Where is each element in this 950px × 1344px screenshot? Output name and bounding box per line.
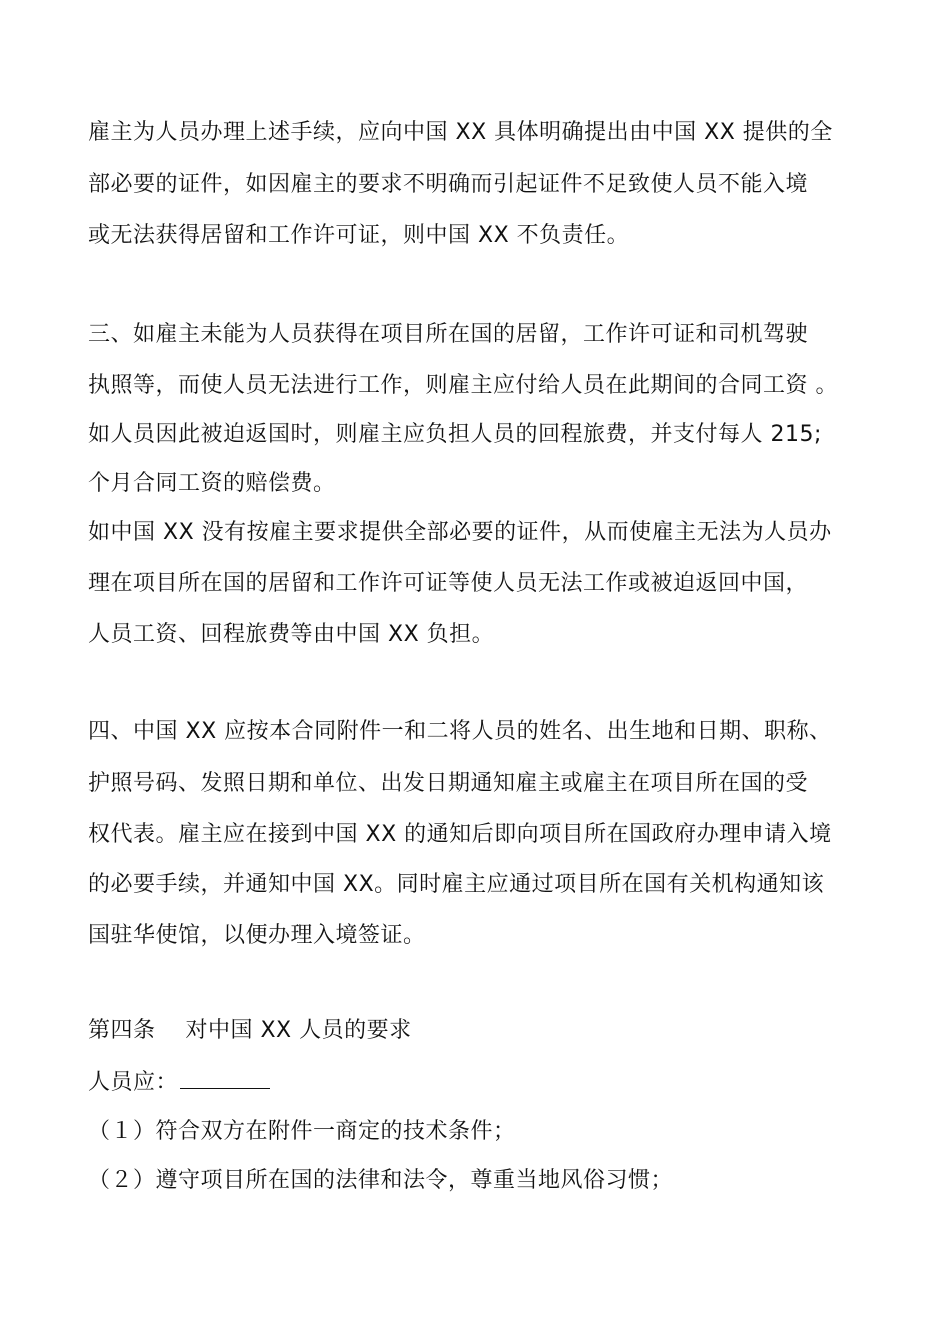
article-4-intro-row [88,1066,270,1098]
paragraph-4-line-2: 护照号码、发照日期和单位、出发日期通知雇主或雇主在项目所在国的受 [88,771,809,796]
paragraph-3-line-4: 个月合同工资的赔偿费。 [88,471,336,496]
paragraph-3-line-3: 如人员因此被迫返国时，则雇主应负担人员的回程旅费，并支付每人 215; [88,422,822,447]
article-4-item-1: （１）符合双方在附件一商定的技术条件； [88,1119,516,1144]
article-4-intro: 人员应： [88,1070,179,1095]
paragraph-3-line-2: 执照等，而使人员无法进行工作，则雇主应付给人员在此期间的合同工资 。 [88,373,838,398]
article-4-heading: 第四条 对中国 XX 人员的要求 [88,1018,412,1043]
paragraph-4-line-5: 国驻华使馆，以便办理入境签证。 [88,923,426,948]
paragraph-4-line-3: 权代表。雇主应在接到中国 XX 的通知后即向项目所在国政府办理申请入境 [88,822,832,847]
paragraph-3-line-5: 如中国 XX 没有按雇主要求提供全部必要的证件，从而使雇主无法为人员办 [88,520,832,545]
paragraph-3-line-6: 理在项目所在国的居留和工作许可证等使人员无法工作或被迫返回中国， [88,571,809,596]
fill-in-blank [180,1066,270,1089]
paragraph-4-line-4: 的必要手续，并通知中国 XX。同时雇主应通过项目所在国有关机构通知该 [88,872,825,897]
paragraph-3-line-1: 三、如雇主未能为人员获得在项目所在国的居留，工作许可证和司机驾驶 [88,322,809,347]
article-4-item-2: （２）遵守项目所在国的法律和法令，尊重当地风俗习惯； [88,1168,674,1193]
paragraph-1-line-3: 或无法获得居留和工作许可证，则中国 XX 不负责任。 [88,223,630,248]
paragraph-1-line-2: 部必要的证件，如因雇主的要求不明确而引起证件不足致使人员不能入境 [88,172,809,197]
paragraph-1-line-1: 雇主为人员办理上述手续，应向中国 XX 具体明确提出由中国 XX 提供的全 [88,120,833,145]
paragraph-4-line-1: 四、中国 XX 应按本合同附件一和二将人员的姓名、出生地和日期、职称、 [88,719,832,744]
paragraph-3-line-7: 人员工资、回程旅费等由中国 XX 负担。 [88,622,495,647]
